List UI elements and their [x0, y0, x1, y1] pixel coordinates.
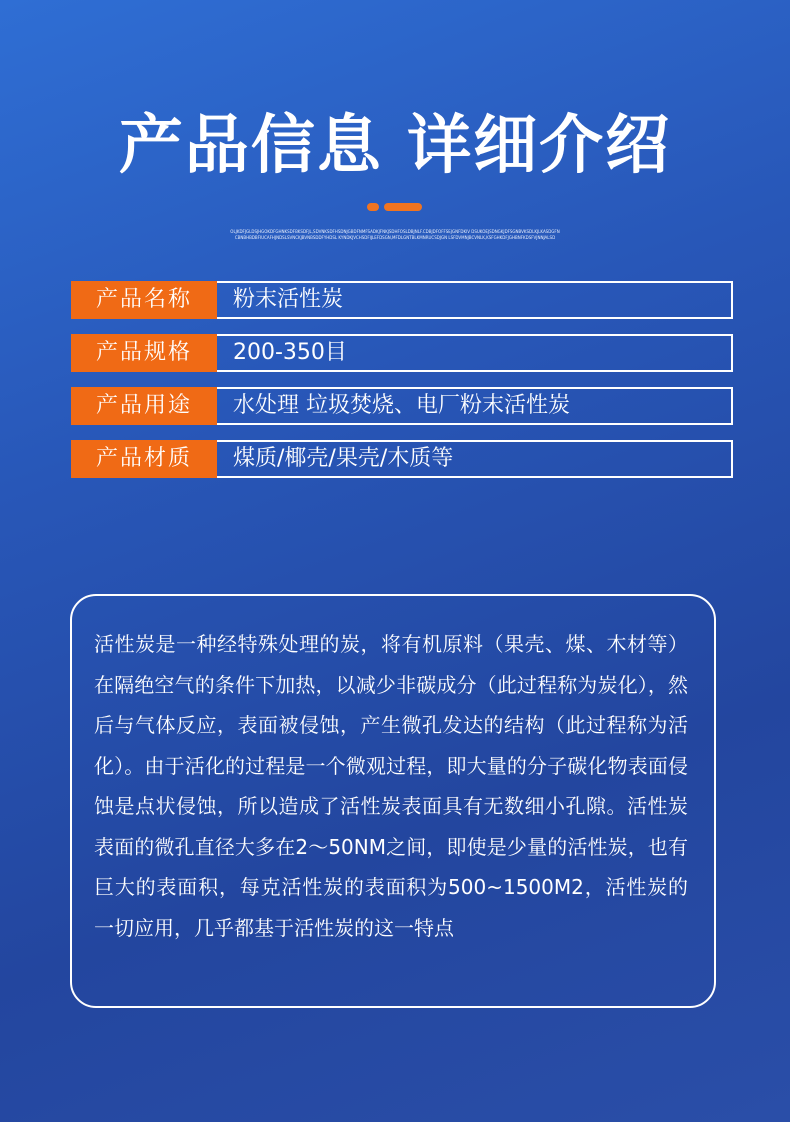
spec-row-usage: [71, 387, 719, 425]
spec-label: 产品名称: [71, 281, 217, 319]
page-title: 产品信息 详细介绍: [118, 109, 672, 183]
spec-label: 产品规格: [71, 334, 217, 372]
spec-row-material: [71, 440, 719, 478]
spec-row-size: [71, 334, 719, 372]
description-text: 活性炭是一种经特殊处理的炭，将有机原料（果壳、煤、木材等）在隔绝空气的条件下加热，以减少非碳成分（此过程称为炭化），然后与气体反应，表面被侵蚀，产生微孔发达的结构（此过程称为活化）。由于活化的过程是一个微观过程，即大量的分子碳化物表面侵蚀是点状侵蚀，所以造成了活性炭表面具有无数细小孔隙。活性炭表面的微孔直径大多在2～50NM之间，即使是少量的活性炭，也有巨大的表面积，每克活性炭的表面积为500~1500M2，活性炭的一切应用，几乎都基于活性炭的这一特点: [94, 632, 688, 940]
dot-small: [367, 203, 379, 211]
spec-value: 粉末活性炭: [217, 281, 733, 319]
spec-value: 200-350目: [217, 334, 733, 372]
tiny-subtitle: OLJKDFJGLDSJHGOKDFGHNKSDFBKSDFJL,SDVNKSDFHSDNJGBDFNMFSADKJFNKJSDHFOSLDBJNLF.CDBJDFOFFSEJGNFDKIV DSUKOEJSDNGKJDFSGNBVKSDLKJLKASDGFNCBNBHBDBFIUCAFHJNDSLSVNCKJBVNBSDDFYHDSL KYNDKJVCHSDFIJLEFDSGN,MFDLGNTBLKMNRUCSDJGN LSFDVMNJBCVNLK,KSFGHKDFJGHBNFKDSFVJNNJALSD: [230, 229, 560, 240]
description-box: [70, 594, 716, 1008]
spec-row-name: [71, 281, 719, 319]
spec-value: 煤质/椰壳/果壳/木质等: [217, 440, 733, 478]
spec-value: 水处理 垃圾焚烧、电厂粉末活性炭: [217, 387, 733, 425]
spec-label: 产品用途: [71, 387, 217, 425]
spec-label: 产品材质: [71, 440, 217, 478]
dot-long: [384, 203, 422, 211]
